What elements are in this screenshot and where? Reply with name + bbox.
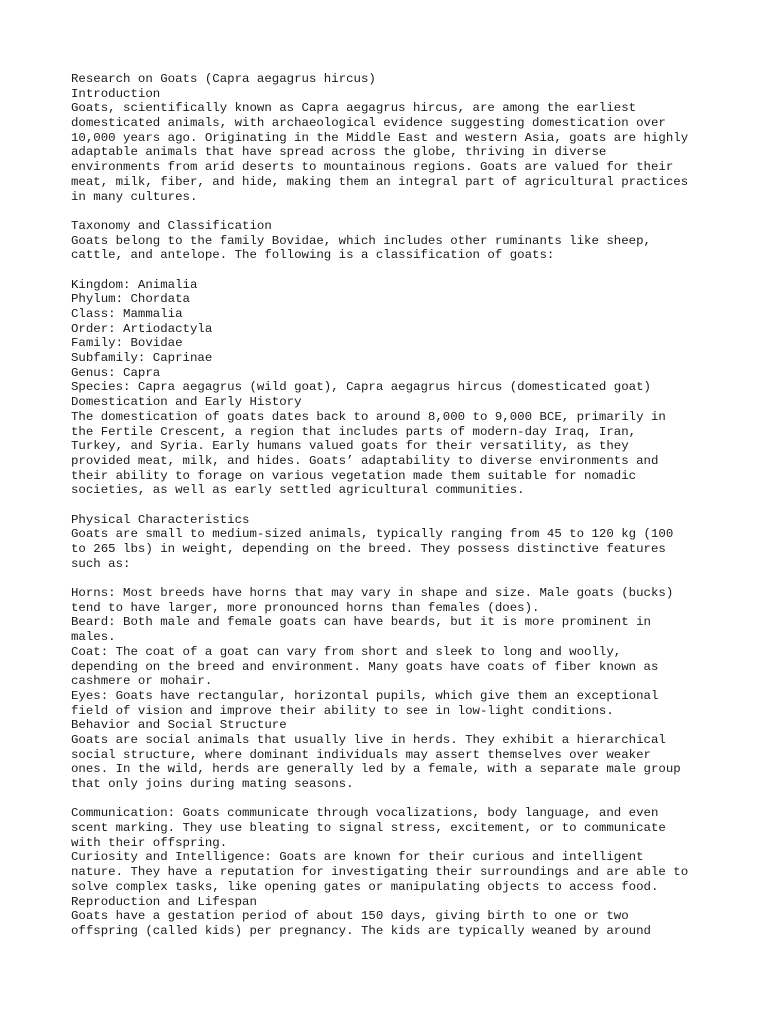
text-line: Beard: Both male and female goats can have beards, but it is more prominent in bbox=[71, 615, 651, 630]
text-line: Goats have a gestation period of about 150 days, giving birth to one or two bbox=[71, 909, 629, 924]
text-line: tend to have larger, more pronounced horns than females (does). bbox=[71, 600, 540, 615]
text-line bbox=[71, 263, 731, 278]
text-line: meat, milk, fiber, and hide, making them an integral part of agricultural practices bbox=[71, 174, 689, 189]
text-line: Goats belong to the family Bovidae, which includes other ruminants like sheep, bbox=[71, 233, 651, 248]
text-line bbox=[71, 204, 731, 219]
text-line: scent marking. They use bleating to signal stress, excitement, or to communicate bbox=[71, 821, 666, 836]
text-line: with their offspring. bbox=[71, 835, 228, 850]
text-line: Class: Mammalia bbox=[71, 307, 183, 321]
text-line: provided meat, milk, and hides. Goats’ adaptability to diverse environments and bbox=[71, 453, 659, 468]
text-line: that only joins during mating seasons. bbox=[71, 777, 354, 791]
text-line: offspring (called kids) per pregnancy. The kids are typically weaned by around bbox=[71, 923, 651, 938]
text-line: Behavior and Social Structure bbox=[71, 718, 287, 733]
text-line: solve complex tasks, like opening gates or manipulating objects to access food. bbox=[71, 879, 659, 894]
text-line: Introduction bbox=[71, 86, 161, 101]
text-line: such as: bbox=[71, 556, 131, 571]
text-line: Subfamily: Caprinae bbox=[71, 351, 213, 366]
text-line: Family: Bovidae bbox=[71, 336, 183, 351]
text-line: Horns: Most breeds have horns that may vary in shape and size. Male goats (bucks) bbox=[71, 586, 674, 601]
text-line: Species: Capra aegagrus (wild goat), Capra aegagrus hircus (domesticated goat) bbox=[71, 380, 651, 395]
text-line: Curiosity and Intelligence: Goats are known for their curious and intelligent bbox=[71, 850, 644, 865]
text-line: males. bbox=[71, 630, 116, 645]
text-line: Order: Artiodactyla bbox=[71, 321, 213, 336]
text-line: Reproduction and Lifespan bbox=[71, 894, 257, 909]
text-line: Goats, scientifically known as Capra aegagrus hircus, are among the earliest bbox=[71, 101, 637, 116]
text-line: nature. They have a reputation for investigating their surroundings and are able to bbox=[71, 865, 689, 880]
text-line: cattle, and antelope. The following is a classification of goats: bbox=[71, 248, 555, 263]
text-line: Domestication and Early History bbox=[71, 395, 302, 410]
text-line: Coat: The coat of a goat can vary from short and sleek to long and woolly, bbox=[71, 644, 622, 659]
text-line: Communication: Goats communicate through vocalizations, body language, and even bbox=[71, 806, 659, 821]
text-line bbox=[71, 571, 731, 586]
text-line: 10,000 years ago. Originating in the Middle East and western Asia, goats are highly bbox=[71, 130, 689, 145]
text-line: Goats are social animals that usually live in herds. They exhibit a hierarchical bbox=[71, 732, 666, 747]
text-line: Goats are small to medium-sized animals, typically ranging from 45 to 120 kg (100 bbox=[71, 527, 674, 542]
text-line: environments from arid deserts to mountainous regions. Goats are valued for their bbox=[71, 160, 674, 175]
document-body bbox=[71, 72, 731, 939]
text-line: social structure, where dominant individuals may assert themselves over weaker bbox=[71, 747, 651, 762]
text-line: to 265 lbs) in weight, depending on the breed. They possess distinctive features bbox=[71, 542, 666, 556]
text-line: domesticated animals, with archaeological evidence suggesting domestication over bbox=[71, 116, 666, 131]
text-line: adaptable animals that have spread across the globe, thriving in diverse bbox=[71, 145, 607, 160]
text-line: Turkey, and Syria. Early humans valued goats for their versatility, as they bbox=[71, 439, 629, 454]
text-line: The domestication of goats dates back to around 8,000 to 9,000 BCE, primarily in bbox=[71, 409, 666, 424]
text-line: Taxonomy and Classification bbox=[71, 218, 272, 233]
text-line: in many cultures. bbox=[71, 189, 198, 204]
text-line: Genus: Capra bbox=[71, 365, 161, 380]
text-line: Research on Goats (Capra aegagrus hircus) bbox=[71, 72, 376, 86]
text-line bbox=[71, 792, 731, 807]
text-line: Physical Characteristics bbox=[71, 512, 250, 527]
text-line: Phylum: Chordata bbox=[71, 292, 190, 307]
text-line: cashmere or mohair. bbox=[71, 674, 213, 689]
text-line: societies, as well as early settled agricultural communities. bbox=[71, 483, 525, 498]
text-line: depending on the breed and environment. Many goats have coats of fiber known as bbox=[71, 659, 659, 674]
text-line: their ability to forage on various vegetation made them suitable for nomadic bbox=[71, 468, 637, 483]
text-line: Kingdom: Animalia bbox=[71, 277, 198, 292]
text-line: the Fertile Crescent, a region that includes parts of modern-day Iraq, Iran, bbox=[71, 424, 637, 439]
text-line: field of vision and improve their ability to see in low-light conditions. bbox=[71, 703, 614, 718]
text-line bbox=[71, 498, 731, 513]
text-line: Eyes: Goats have rectangular, horizontal pupils, which give them an exceptional bbox=[71, 688, 659, 703]
text-line: ones. In the wild, herds are generally led by a female, with a separate male group bbox=[71, 762, 681, 777]
